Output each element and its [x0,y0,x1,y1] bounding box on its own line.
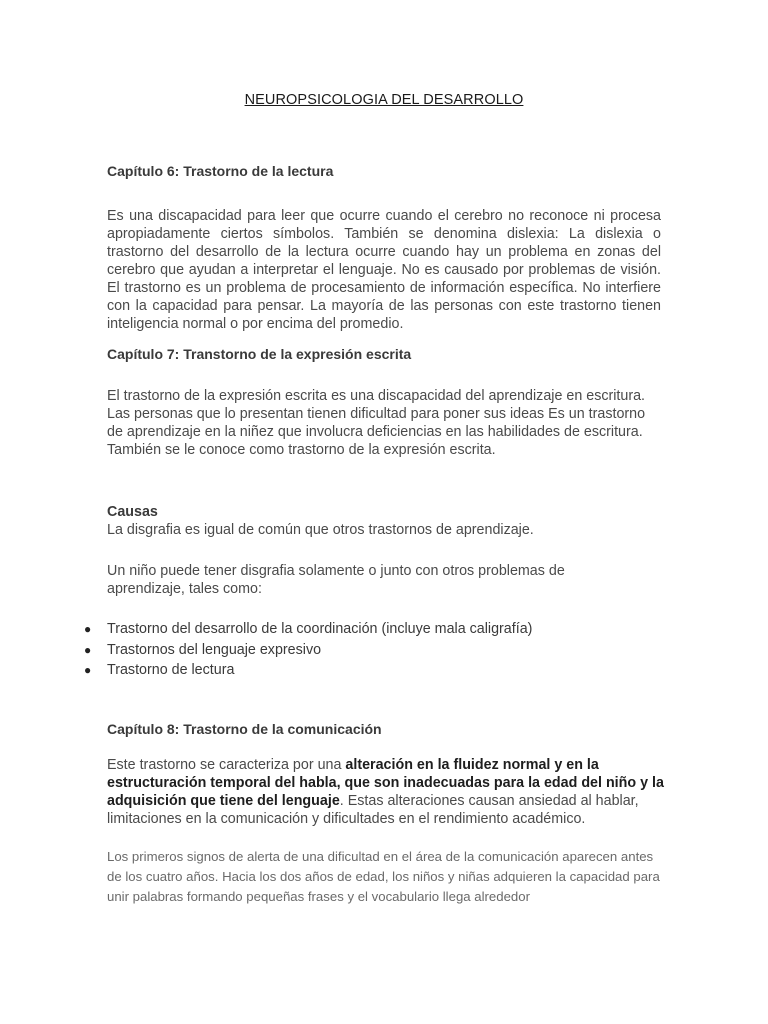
chapter-8-text-prefix: Este trastorno se caracteriza por una [107,757,346,773]
chapter-7-heading: Capítulo 7: Transtorno de la expresión escrita [107,346,412,362]
list-item [0,640,768,661]
causes-heading: Causas [107,504,158,520]
chapter-8-paragraph [107,756,667,828]
chapter-8-continuation: Los primeros signos de alerta de una dificultad en el área de la comunicación aparecen antes de los cuatro años. Hacia los dos años de edad, los niños y niñas adquieren la capacidad para unir palabras formando pequeñas frases y el vocabulario llega alrededor [107,849,660,904]
chapter-6-heading: Capítulo 6: Trastorno de la lectura [107,163,334,179]
list-item-text: Trastorno del desarrollo de la coordinación (incluye mala caligrafía) [107,621,533,637]
list-item [0,660,768,681]
document-title: NEUROPSICOLOGIA DEL DESARROLLO [244,92,524,108]
chapter-8-emphasis: alteración en la fluidez normal y en la estructuración temporal del habla, que son inadecuadas para la edad del niño y la adquisición que tiene del lenguaje [107,757,664,809]
chapter-7-paragraph: El trastorno de la expresión escrita es una discapacidad del aprendizaje en escritura. Las personas que lo presentan tienen dificultad para poner sus ideas Es un trastorno de aprendizaje en la niñez que involucra deficiencias en las habilidades de escritura. También se le conoce como trastorno de la expresión escrita. [107,388,646,458]
list-item-text: Trastorno de lectura [107,662,235,678]
causes-paragraph: La disgrafia es igual de común que otros trastornos de aprendizaje. [107,522,534,538]
chapter-8-heading: Capítulo 8: Trastorno de la comunicación [107,721,382,737]
causes-intro-paragraph: Un niño puede tener disgrafia solamente o junto con otros problemas de aprendizaje, tales como: [107,563,565,597]
chapter-6-paragraph: Es una discapacidad para leer que ocurre cuando el cerebro no reconoce ni procesa apropiadamente ciertos símbolos. También se denomina dislexia: La dislexia o trastorno del desarrollo de la lectura ocurre cuando hay un problema en zonas del cerebro que ayudan a interpretar el lenguaje. No es causado por problemas de visión. El trastorno es un problema de procesamiento de información específica. No interfiere con la capacidad para pensar. La mayoría de las personas con este trastorno tienen inteligencia normal o por encima del promedio. [107,208,661,332]
bullet-icon: ● [84,622,92,636]
chapter-8-text-suffix: . Estas alteraciones causan ansiedad al hablar, limitaciones en la comunicación y dificultades en el rendimiento académico. [107,793,639,827]
list-item-text: Trastornos del lenguaje expresivo [107,641,322,658]
learning-problems-list [0,619,768,681]
list-item [0,619,768,640]
bullet-icon: ● [84,642,92,657]
bullet-icon: ● [84,663,92,677]
